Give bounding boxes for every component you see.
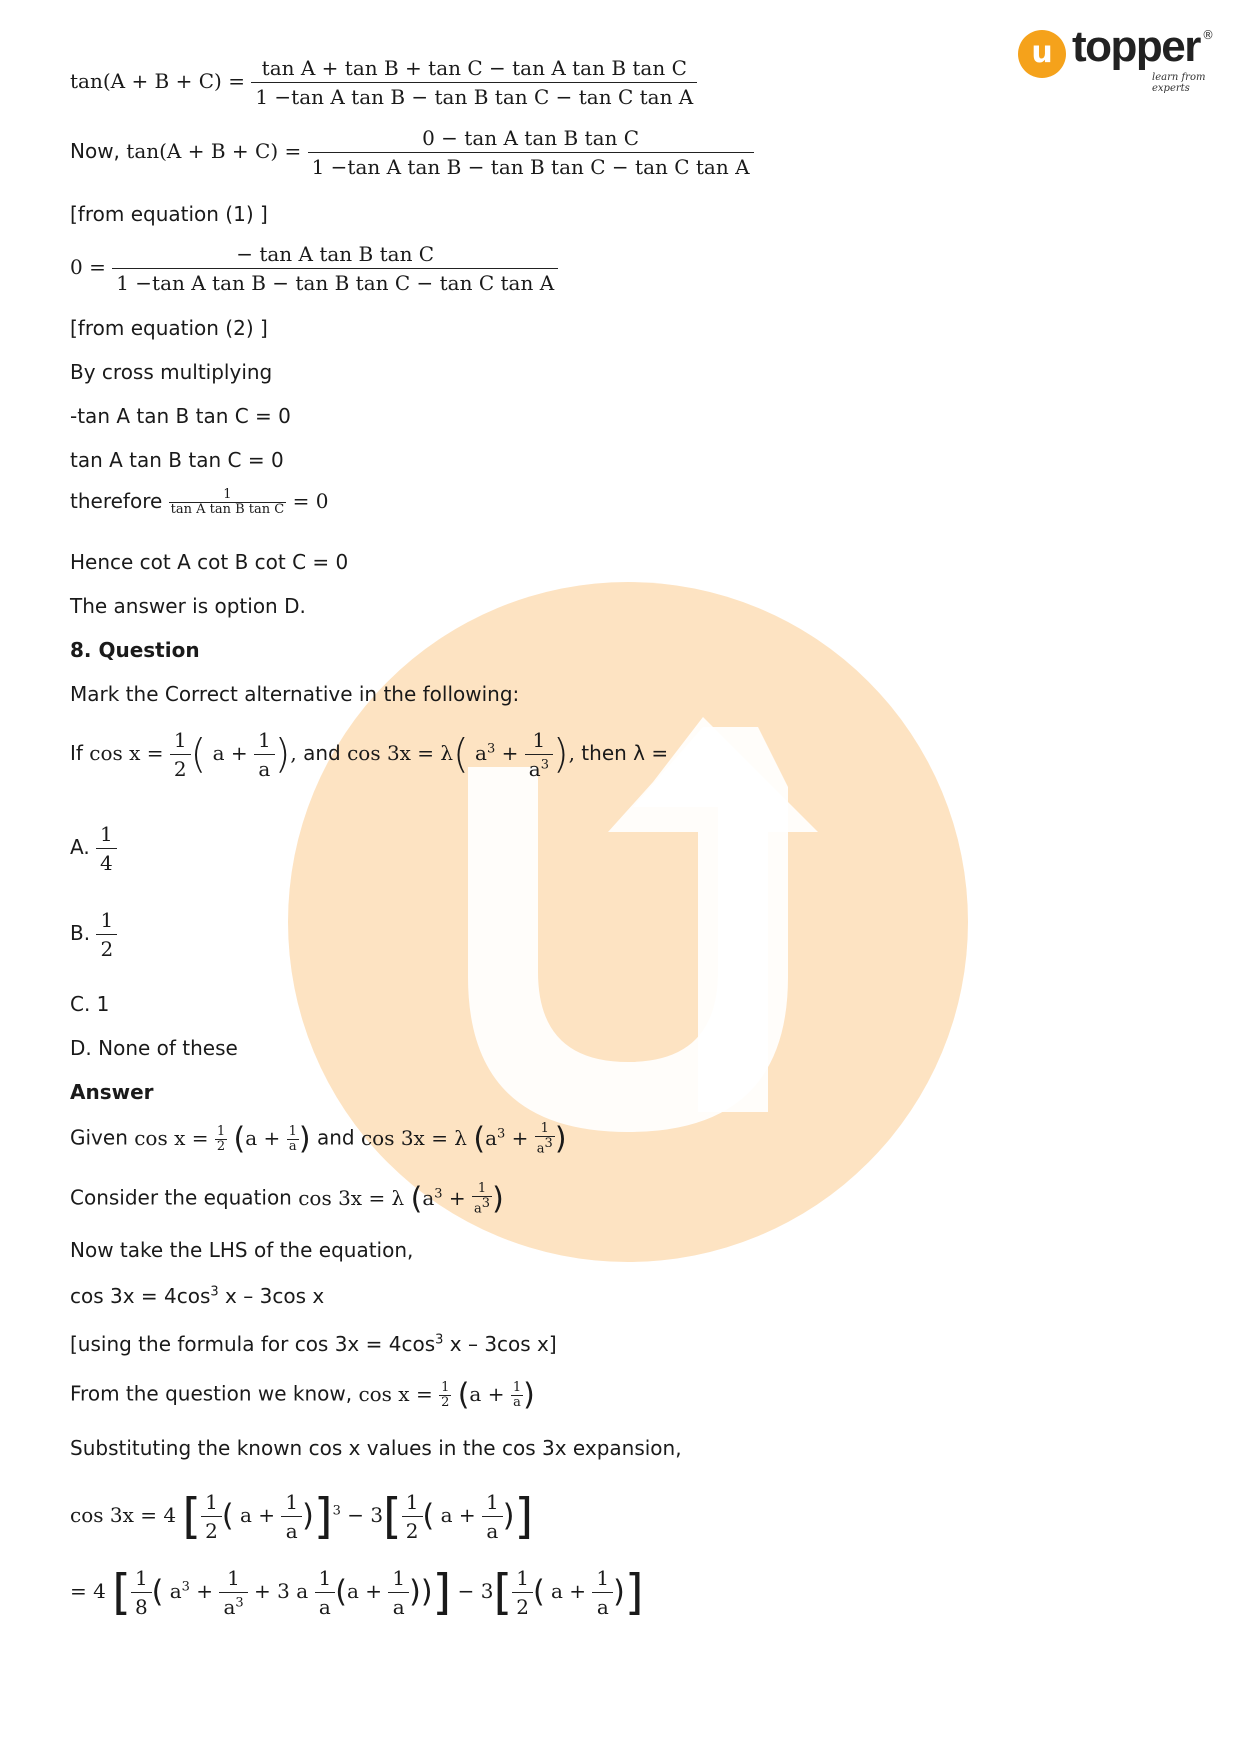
fraction xyxy=(251,56,697,109)
eq-substitution-2: = 4 [ $\frac{1}{8}$ ( $a^3$ + $\frac{1}{a^3}$ + 3 a $\frac{1}{a}$ (a + $\frac{1}{a}$ ))] − 3[ $\frac{1}{2}$ ( a + $\frac{1}{a}$ )] xyxy=(70,1564,644,1621)
logo-mark: u xyxy=(1031,35,1053,70)
fraction xyxy=(169,488,287,517)
lhs-text: Now take the LHS of the equation, xyxy=(70,1238,414,1262)
option-a[interactable] xyxy=(70,822,117,875)
text: From the question we know, xyxy=(70,1381,359,1406)
fraction: $\frac{1}{2}$ xyxy=(96,908,117,961)
question-text: Mark the Correct alternative in the following: xyxy=(70,682,520,706)
text: If xyxy=(70,741,90,765)
denominator: 1 −tan A tan B − tan B tan C − tan C tan A xyxy=(308,152,754,179)
text: therefore xyxy=(70,489,169,513)
eq-zero xyxy=(70,242,558,295)
text-cross: By cross multiplying xyxy=(70,360,273,384)
note-eq1: [from equation (1) ] xyxy=(70,202,268,226)
question-statement xyxy=(70,728,668,781)
option-c[interactable]: C. 1 xyxy=(70,992,110,1016)
math: cos 3x = λ ($a^3$ + $\frac{1}{a^3}$ ) xyxy=(360,1121,567,1157)
consider-line xyxy=(70,1182,504,1216)
text: [using the formula for cos 3x = 4cos xyxy=(70,1332,436,1356)
denominator: tan A tan B tan C xyxy=(170,502,285,517)
substitute-text: Substituting the known cos x values in the cos 3x expansion, xyxy=(70,1436,682,1460)
option-label: B. xyxy=(70,921,91,945)
fraction xyxy=(112,242,558,295)
math: cos x = $\frac{1}{2}$ (a + $\frac{1}{a}$ ) xyxy=(134,1121,311,1157)
logo-name: topper xyxy=(1072,22,1200,71)
cos3x-expansion: $\cos 3x = 4\cos^3$ x – 3cos x xyxy=(70,1284,325,1308)
numerator: 1 xyxy=(223,487,232,502)
given-line xyxy=(70,1122,567,1156)
math: cos x = $\frac{1}{2}$ ( a + $\frac{1}{a}$ ), xyxy=(89,728,297,781)
logo-tagline: learn from experts xyxy=(1152,72,1206,94)
eq-neg-tan: -tan A tan B tan C = 0 xyxy=(70,404,291,428)
text-hence: Hence cot A cot B cot C = 0 xyxy=(70,550,349,574)
eq-lhs: tan(A + B + C) = xyxy=(70,69,252,93)
eq-lhs: 0 = xyxy=(70,255,113,279)
text: x – 3cos x] xyxy=(443,1332,557,1356)
text: and xyxy=(316,1125,361,1150)
text: Consider the equation xyxy=(70,1185,299,1210)
text: cos 3x = 4cos xyxy=(70,1284,211,1308)
question-heading: 8. Question xyxy=(70,638,200,662)
answer-heading: Answer xyxy=(70,1080,154,1104)
eq-lhs: tan(A + B + C) = xyxy=(126,139,308,163)
eq-therefore xyxy=(70,488,328,517)
text: Given xyxy=(70,1125,135,1150)
eq-tan-sum xyxy=(70,56,697,109)
denominator: 1 −tan A tan B − tan B tan C − tan C tan A xyxy=(112,268,558,295)
eq-rhs: = 0 xyxy=(292,489,329,513)
eq-now xyxy=(70,126,754,179)
formula-note: [using the formula for $\cos 3x = 4\cos^3$ x – 3cos x] xyxy=(70,1332,557,1356)
option-d[interactable]: D. None of these xyxy=(70,1036,238,1060)
note-eq2: [from equation (2) ] xyxy=(70,316,268,340)
denominator: 1 −tan A tan B − tan B tan C − tan C tan A xyxy=(251,82,697,109)
numerator: − tan A tan B tan C xyxy=(236,242,435,266)
topper-logo[interactable] xyxy=(1018,22,1214,94)
text: Now, xyxy=(70,139,127,163)
math: cos x = $\frac{1}{2}$ (a + $\frac{1}{a}$ ) xyxy=(358,1377,535,1412)
math: cos 3x = λ ($a^3$ + $\frac{1}{a^3}$ ) xyxy=(298,1181,504,1217)
option-label: A. xyxy=(70,835,90,859)
registered-mark: ® xyxy=(1202,28,1214,42)
numerator: 0 − tan A tan B tan C xyxy=(422,126,640,150)
eq-substitution-1: cos 3x = 4 [ $\frac{1}{2}$ ( a + $\frac{1}{a}$ )]$^3$ − 3[ $\frac{1}{2}$ ( a + $\frac{1}{a}$ )] xyxy=(70,1488,534,1545)
numerator: tan A + tan B + tan C − tan A tan B tan C xyxy=(261,56,687,80)
text: x – 3cos x xyxy=(218,1284,325,1308)
from-question xyxy=(70,1377,535,1412)
text: and xyxy=(303,741,348,765)
text: then λ = xyxy=(581,741,669,765)
fraction xyxy=(308,126,754,179)
math: cos 3x = λ( $a^3$ + $\frac{1}{a^3}$ ), xyxy=(347,728,575,781)
fraction: $\frac{1}{4}$ xyxy=(96,822,117,875)
eq-tan: tan A tan B tan C = 0 xyxy=(70,448,284,472)
text-answer-d: The answer is option D. xyxy=(70,594,306,618)
option-b[interactable] xyxy=(70,908,117,961)
